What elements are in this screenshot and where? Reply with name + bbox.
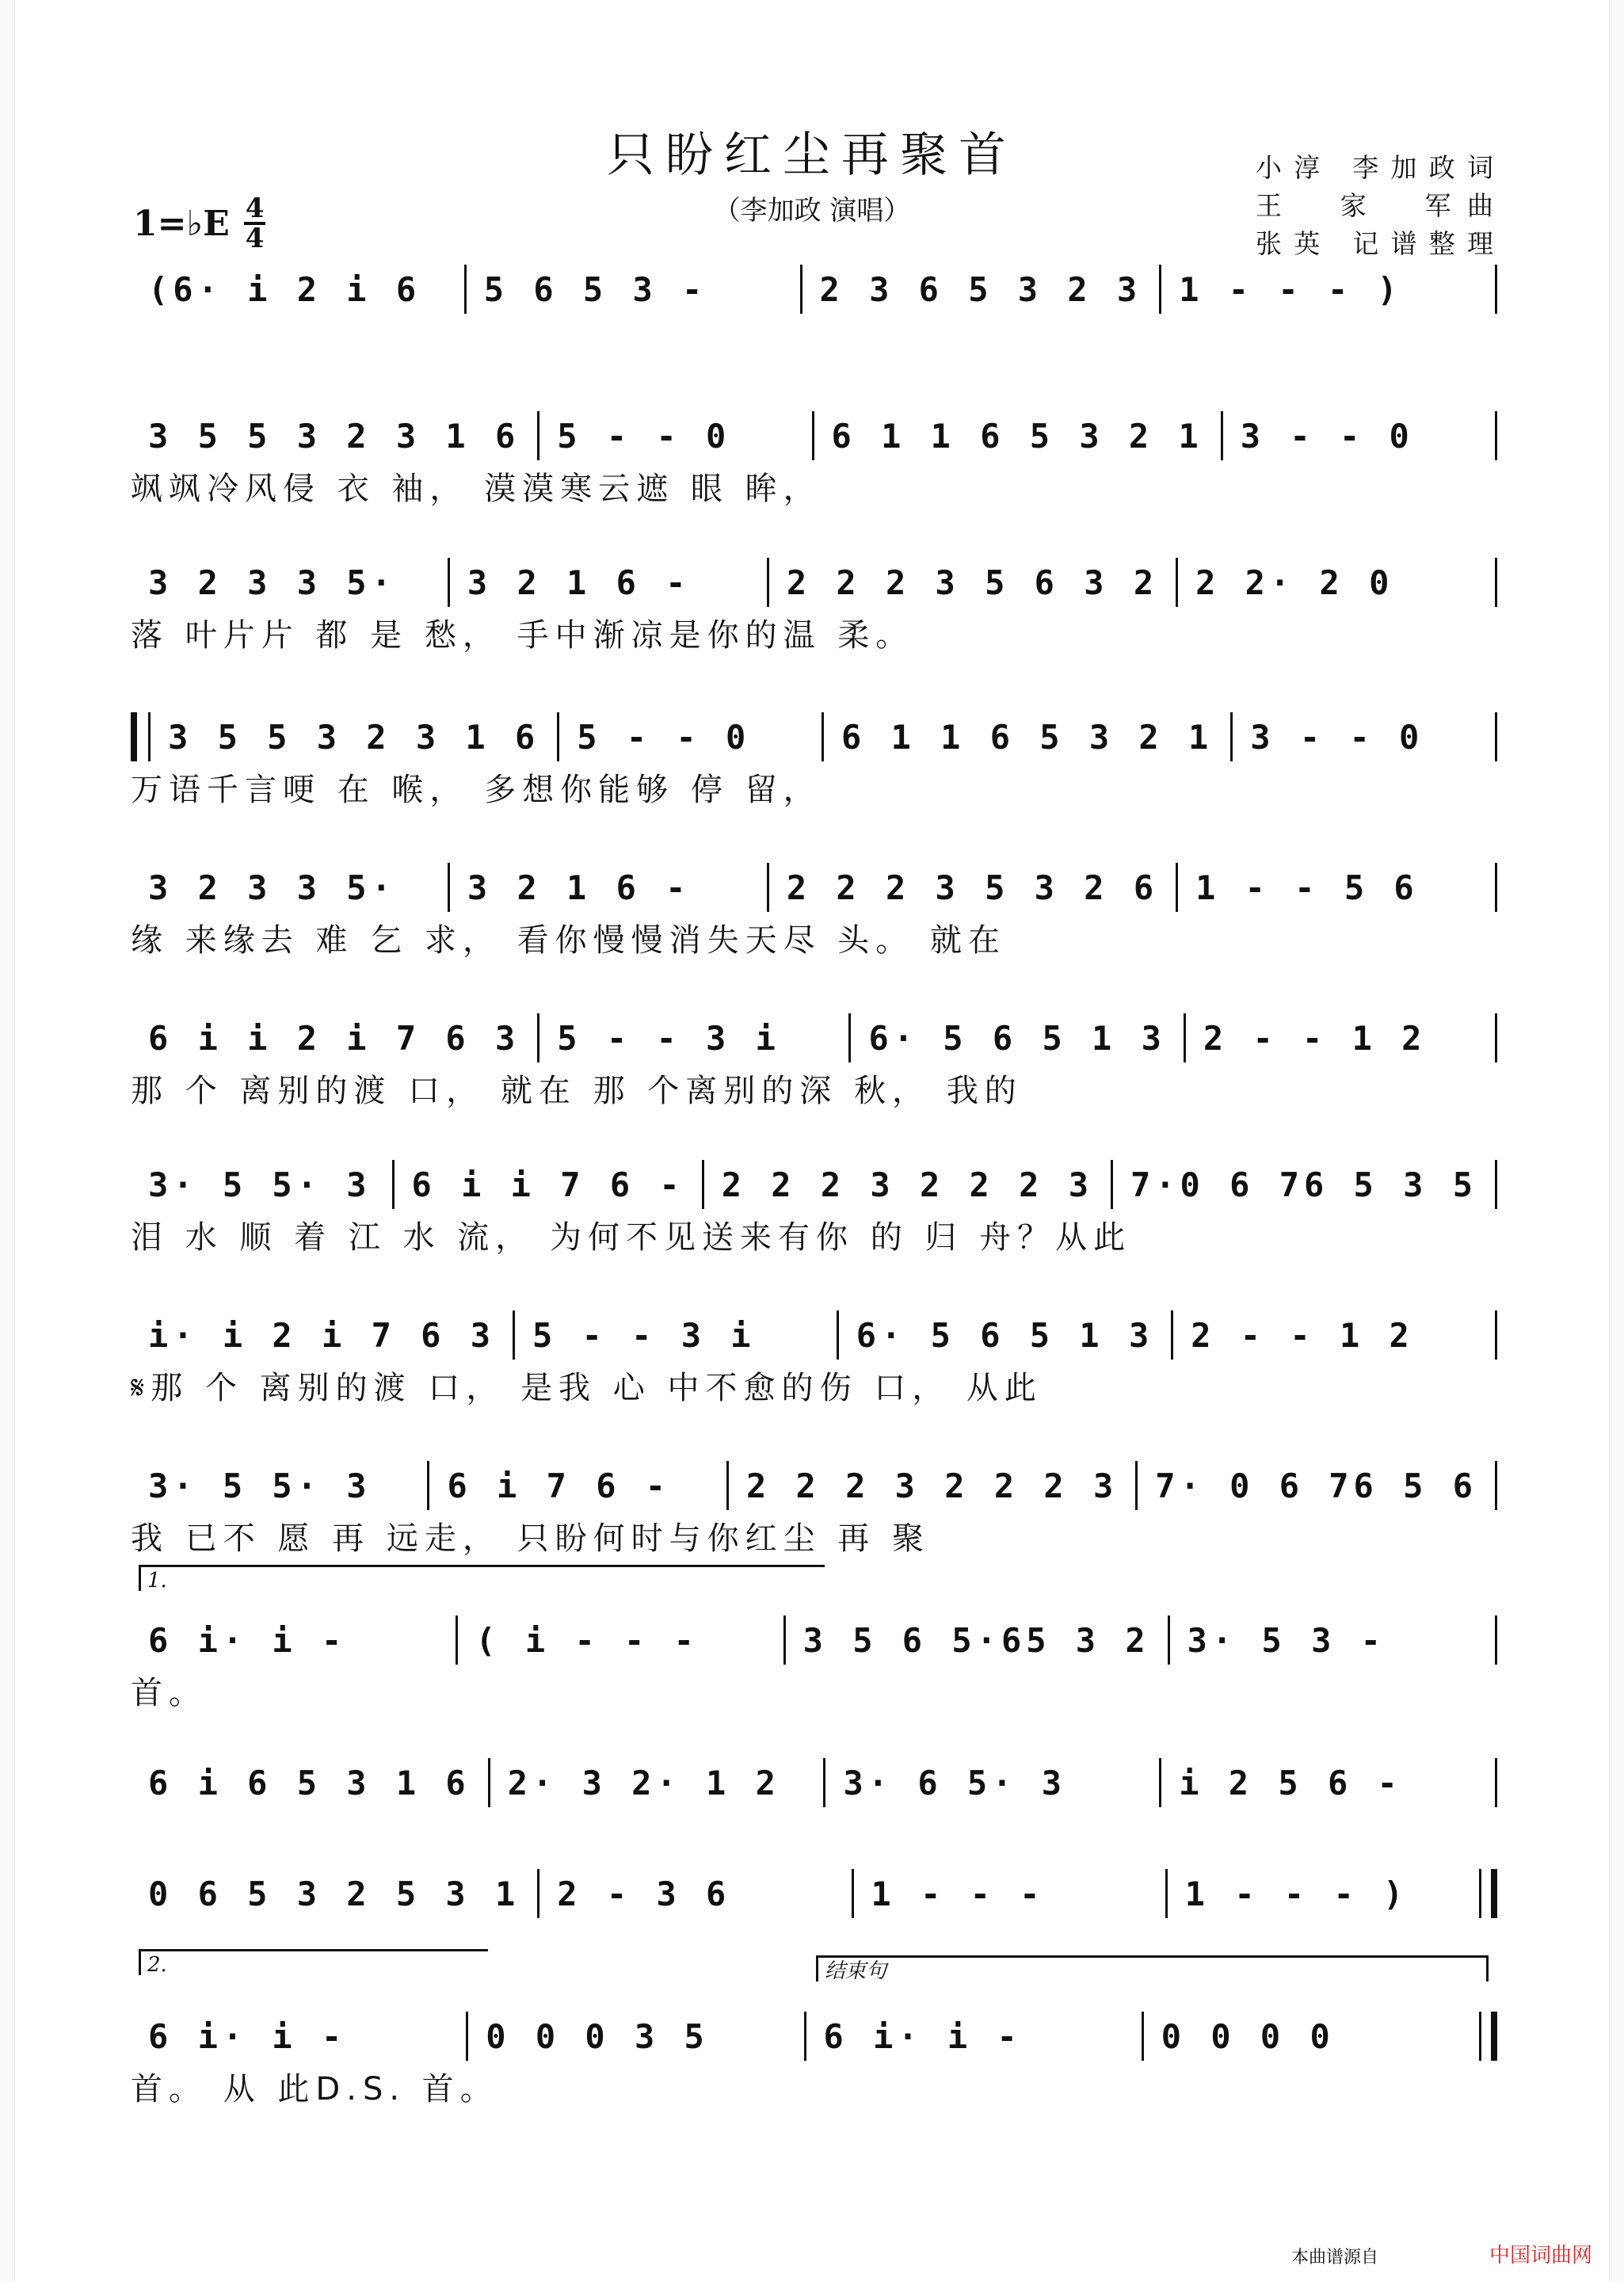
footer-source: 本曲谱源自	[1290, 2248, 1378, 2268]
measure: 3 - - 0	[1250, 717, 1424, 757]
staff-system	[131, 408, 1497, 508]
measure: 3 5 6 5·65 3 2	[802, 1620, 1150, 1660]
transcriber-credit: 张英 记谱整理	[1256, 228, 1493, 259]
barline	[1495, 1758, 1497, 1807]
measure: 3 5 5 3 2 3 1 6	[168, 717, 540, 757]
barline	[1495, 1310, 1497, 1360]
measure: 6 i i 7 6 -	[411, 1165, 684, 1204]
measure: 1 - - - )	[1179, 269, 1402, 309]
measure: 6 i 6 5 3 1 6	[148, 1763, 471, 1802]
measure: 1 - - -	[871, 1874, 1045, 1913]
staff-system	[131, 1755, 1497, 1855]
lyric-line: 落 叶片片 都 是 愁， 手中渐凉是你的温 柔。	[131, 617, 914, 654]
lyric-line: 缘 来缘去 难 乞 求， 看你慢慢消失天尽 头。 就在	[131, 922, 1007, 959]
notes-row	[131, 1612, 1497, 1668]
time-signature	[244, 195, 266, 252]
staff-system	[131, 709, 1497, 809]
lyric-line: 我 已不 愿 再 远走， 只盼何时与你红尘 再 聚	[131, 1520, 931, 1557]
lyric-line: 首。 从 此D.S. 首。	[131, 2071, 498, 2107]
composer-credit: 王 家 军曲	[1256, 190, 1493, 221]
staff-system	[131, 555, 1497, 654]
meter-top: 4	[245, 193, 265, 224]
measure: 3· 5 5· 3	[148, 1165, 372, 1204]
barline	[1495, 1013, 1497, 1062]
measure: i· i 2 i 7 6 3	[148, 1315, 496, 1355]
measure: 5 - - 0	[557, 416, 731, 456]
measure: 6 i· i -	[148, 2016, 347, 2056]
measure: 2 2 2 3 5 3 2 6	[786, 868, 1159, 907]
notes-row	[131, 408, 1497, 463]
barline	[1495, 265, 1497, 314]
measure: 1 - - 5 6	[1195, 868, 1419, 907]
measure: 5 - - 3 i	[532, 1315, 756, 1355]
credits-block	[1256, 149, 1493, 263]
measure: 3 2 3 3 5·	[148, 563, 396, 602]
notes-row	[131, 261, 1497, 317]
measure: 0 0 0 0	[1161, 2016, 1335, 2056]
measure: 2 2· 2 0	[1195, 563, 1394, 602]
notes-row	[131, 860, 1497, 915]
volta-bracket: 结束句	[816, 1955, 1489, 1982]
lyric-line: 𝄋那 个 离别的渡 口， 是我 心 中不愈的伤 口， 从此	[131, 1370, 1043, 1406]
staff-system	[131, 1307, 1497, 1407]
measure: 0 0 0 3 5	[486, 2016, 709, 2056]
singer-credit: （李加政 演唱）	[713, 195, 911, 227]
lyric-line	[131, 317, 1497, 361]
measure: 2 - 3 6	[557, 1874, 731, 1913]
staff-system	[131, 1612, 1497, 1712]
measure: 6 i· i -	[823, 2016, 1022, 2056]
song-title: 只盼红尘再聚首	[607, 128, 1017, 183]
staff-system	[131, 1458, 1497, 1558]
lyric-line: 泪 水 顺 着 江 水 流， 为何不见送来有你 的 归 舟？从此	[131, 1219, 1132, 1256]
lyric-line	[131, 1810, 1497, 1855]
measure: 2 - - 1 2	[1203, 1018, 1427, 1058]
barline	[1479, 2012, 1497, 2061]
meter-bottom: 4	[245, 223, 265, 254]
measure: 5 6 5 3 -	[483, 269, 707, 309]
barline	[1479, 1869, 1497, 1918]
notes-row	[131, 1010, 1497, 1066]
measure: 3 2 3 3 5·	[148, 868, 396, 907]
volta-bracket: 1.	[139, 1565, 825, 1591]
measure: 3· 5 3 -	[1187, 1620, 1386, 1660]
notes-row	[131, 1157, 1497, 1212]
barline	[1495, 1615, 1497, 1665]
measure: 7· 0 6 76 5 6	[1155, 1466, 1477, 1505]
lyric-line: 首。	[131, 1675, 207, 1711]
notes-row	[131, 1458, 1497, 1513]
measure: 3 - - 0	[1240, 416, 1414, 456]
barline	[1495, 411, 1497, 460]
measure: 2 - - 1 2	[1191, 1315, 1414, 1355]
measure: 6· 5 6 5 1 3	[868, 1018, 1166, 1058]
measure: 6 i· i -	[148, 1620, 347, 1660]
measure: 6 1 1 6 5 3 2 1	[831, 416, 1203, 456]
measure: 3 2 1 6 -	[467, 868, 691, 907]
right-margin-strip	[1609, 0, 1624, 2281]
measure: 2 3 6 5 3 2 3	[819, 269, 1142, 309]
measure: (6· i 2 i 6	[148, 269, 421, 309]
lyric-line: 万语千言哽 在 喉， 多想你能够 停 留，	[131, 772, 822, 808]
repeat-start-barline	[131, 712, 151, 761]
measure: 3 2 1 6 -	[467, 563, 691, 602]
key-label: 1=♭E	[133, 203, 230, 244]
measure: 6 i 7 6 -	[447, 1466, 671, 1505]
barline	[1495, 1461, 1497, 1510]
notes-row	[131, 1866, 1497, 1921]
measure: 3· 6 5· 3	[843, 1763, 1067, 1802]
measure: 3 5 5 3 2 3 1 6	[148, 416, 520, 456]
staff-system	[131, 1010, 1497, 1110]
measure: i 2 5 6 -	[1179, 1763, 1402, 1802]
staff-system	[131, 2008, 1497, 2108]
lyric-line: 那 个 离别的渡 口， 就在 那 个离别的深 秋， 我的	[131, 1073, 1023, 1109]
notes-row	[131, 1307, 1497, 1363]
notes-row	[131, 555, 1497, 610]
measure: 2 2 2 3 2 2 2 3	[745, 1466, 1119, 1505]
barline	[1495, 1160, 1497, 1209]
notes-row	[131, 2008, 1497, 2064]
staff-system	[131, 1157, 1497, 1257]
measure: 0 6 5 3 2 5 3 1	[148, 1874, 520, 1913]
notes-row	[131, 1755, 1497, 1810]
measure: 6 1 1 6 5 3 2 1	[841, 717, 1214, 757]
barline	[1495, 863, 1497, 912]
measure: 7·0 6 76 5 3 5	[1130, 1165, 1477, 1204]
volta-bracket: 2.	[139, 1949, 488, 1975]
measure: 2· 3 2· 1 2	[507, 1763, 780, 1802]
left-margin-strip	[0, 0, 15, 2281]
lyricist-credit: 小淳 李加政词	[1256, 152, 1493, 183]
measure: 3· 5 5· 3	[148, 1466, 372, 1505]
notes-row	[131, 709, 1497, 765]
key-signature	[133, 195, 265, 252]
barline	[1495, 558, 1497, 607]
measure: 5 - - 0	[577, 717, 751, 757]
staff-system	[131, 261, 1497, 361]
measure: 2 2 2 3 2 2 2 3	[721, 1165, 1093, 1204]
measure: 1 - - - )	[1184, 1874, 1409, 1913]
barline	[1495, 712, 1497, 761]
lyric-line: 飒飒冷风侵 衣 袖， 漠漠寒云遮 眼 眸，	[131, 471, 822, 507]
measure: 6 i i 2 i 7 6 3	[148, 1018, 520, 1058]
measure: ( i - - -	[475, 1620, 699, 1660]
measure: 2 2 2 3 5 6 3 2	[786, 563, 1159, 602]
footer-site-link[interactable]: 中国词曲网	[1489, 2244, 1592, 2268]
staff-system	[131, 860, 1497, 959]
measure: 5 - - 3 i	[557, 1018, 780, 1058]
measure: 6· 5 6 5 1 3	[856, 1315, 1154, 1355]
